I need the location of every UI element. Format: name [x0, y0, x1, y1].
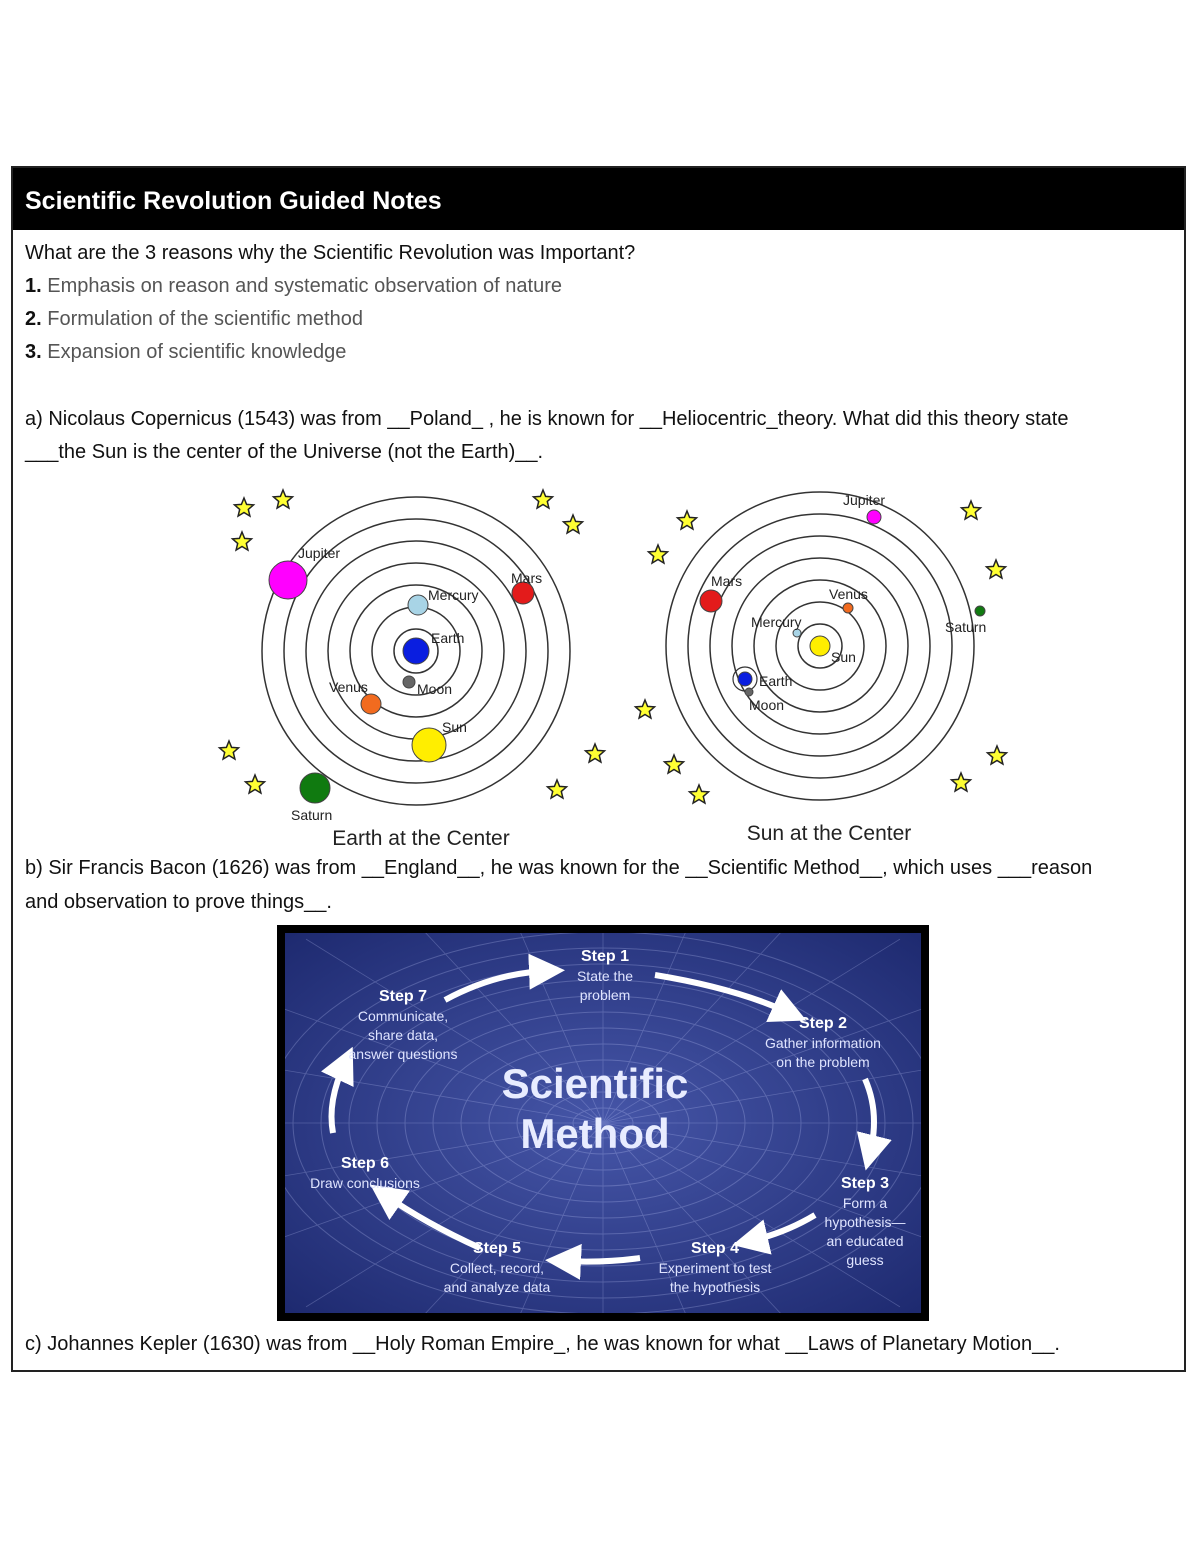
scientific-method-image	[285, 933, 921, 1313]
venus-planet	[843, 603, 853, 613]
sun-label: Sun	[831, 649, 856, 665]
mercury-label: Mercury	[751, 614, 802, 630]
sm-step-text: and analyze data	[443, 1279, 551, 1295]
solar-system-models	[193, 470, 1053, 860]
reason-number: 3.	[25, 341, 42, 363]
saturn-label: Saturn	[945, 619, 987, 635]
sm-step-text: problem	[579, 987, 631, 1003]
reason-1	[25, 275, 562, 298]
star-icon	[988, 746, 1007, 764]
sm-step-label: Step 2	[798, 1015, 848, 1032]
star-icon	[678, 511, 697, 529]
sm-step-text: hypothesis—	[824, 1214, 906, 1230]
saturn-planet	[300, 773, 330, 803]
paragraph-c: c) Johannes Kepler (1630) was from __Holy Roman Empire_, he was known for what __Laws of Planetary Motion__.	[25, 1333, 1060, 1355]
star-icon	[246, 775, 265, 793]
jupiter-planet	[269, 561, 307, 599]
sm-step-label: Step 6	[340, 1155, 390, 1172]
cycle-arrow	[563, 1258, 640, 1262]
page-title: Scientific Revolution Guided Notes	[13, 168, 1184, 230]
reason-text: Formulation of the scientific method	[47, 308, 363, 330]
saturn-label: Saturn	[291, 807, 333, 823]
sm-step-text: Experiment to test	[658, 1260, 772, 1276]
sm-step-text: Draw conclusions	[310, 1175, 420, 1191]
star-icon	[952, 773, 971, 791]
star-icon	[586, 744, 605, 762]
sun-planet	[810, 636, 830, 656]
sm-step-text: an educated	[826, 1233, 904, 1249]
earth-label: Earth	[759, 673, 793, 689]
sun-planet	[412, 728, 446, 762]
sm-step-text: share data,	[367, 1027, 439, 1043]
sm-step-text: answer questions	[348, 1046, 458, 1062]
mercury-planet	[793, 629, 801, 637]
star-icon	[235, 498, 254, 516]
sm-title-line2: Method	[520, 1110, 670, 1157]
moon-planet	[745, 688, 753, 696]
reason-text: Emphasis on reason and systematic observation of nature	[47, 275, 562, 297]
jupiter-planet	[867, 510, 881, 524]
sm-step-1	[577, 948, 633, 1003]
mercury-label: Mercury	[428, 587, 479, 603]
mars-label: Mars	[511, 570, 543, 586]
geocentric-model	[262, 497, 570, 823]
star-icon	[665, 755, 684, 773]
jupiter-label: Jupiter	[843, 492, 886, 508]
sun-label: Sun	[442, 719, 467, 735]
sm-step-text: Form a	[842, 1195, 888, 1211]
geocentric-caption: Earth at the Center	[332, 827, 510, 850]
heliocentric-model	[666, 492, 986, 800]
sm-step-label: Step 5	[472, 1240, 522, 1257]
reason-number: 1.	[25, 275, 42, 297]
sm-step-text: State the	[576, 968, 634, 984]
star-icon	[987, 560, 1006, 578]
scientific-method-graphic	[277, 925, 929, 1321]
sm-title-line1: Scientific	[501, 1060, 689, 1107]
mars-planet	[700, 590, 722, 612]
paragraph-a-line1: a) Nicolaus Copernicus (1543) was from __Poland_ , he is known for __Heliocentric_theory. What did this theory state	[25, 408, 1069, 430]
moon-label: Moon	[749, 697, 785, 713]
star-icon	[220, 741, 239, 759]
star-icon	[962, 501, 981, 519]
reason-2	[25, 308, 363, 331]
mars-label: Mars	[711, 573, 743, 589]
sm-step-text: the hypothesis	[669, 1279, 761, 1295]
star-icon	[548, 780, 567, 798]
jupiter-label: Jupiter	[298, 545, 341, 561]
earth-planet	[403, 638, 429, 664]
heliocentric-caption: Sun at the Center	[746, 822, 912, 845]
reason-number: 2.	[25, 308, 42, 330]
sm-step-text: on the problem	[776, 1054, 870, 1070]
star-icon	[534, 490, 553, 508]
sm-step-label: Step 3	[840, 1175, 890, 1192]
earth-planet	[738, 672, 752, 686]
sm-step-text: Collect, record,	[449, 1260, 545, 1276]
star-icon	[649, 545, 668, 563]
sm-step-text: Communicate,	[357, 1008, 449, 1024]
guided-notes-sheet	[11, 166, 1186, 1372]
mercury-planet	[408, 595, 428, 615]
venus-label: Venus	[329, 679, 368, 695]
moon-label: Moon	[417, 681, 453, 697]
reason-text: Expansion of scientific knowledge	[47, 341, 347, 363]
sm-step-label: Step 7	[378, 988, 428, 1005]
paragraph-b-line1: b) Sir Francis Bacon (1626) was from __England__, he was known for the __Scientific Method__, which uses ___reason	[25, 857, 1093, 879]
star-icon	[636, 700, 655, 718]
question-text: What are the 3 reasons why the Scientific Revolution was Important?	[25, 242, 636, 264]
venus-label: Venus	[829, 586, 868, 602]
moon-planet	[403, 676, 415, 688]
sm-step-text: Gather information	[765, 1035, 881, 1051]
earth-label: Earth	[431, 630, 465, 646]
star-icon	[564, 515, 583, 533]
star-icon	[274, 490, 293, 508]
venus-planet	[361, 694, 381, 714]
sm-step-text: guess	[846, 1252, 884, 1268]
saturn-planet	[975, 606, 985, 616]
sm-step-label: Step 4	[690, 1240, 740, 1257]
stars-group	[220, 490, 1007, 803]
sm-step-label: Step 1	[580, 948, 630, 965]
star-icon	[690, 785, 709, 803]
paragraph-a-line2: ___the Sun is the center of the Universe (not the Earth)__.	[25, 441, 544, 463]
paragraph-b-line2: and observation to prove things__.	[25, 891, 332, 913]
star-icon	[233, 532, 252, 550]
reason-3	[25, 341, 346, 364]
